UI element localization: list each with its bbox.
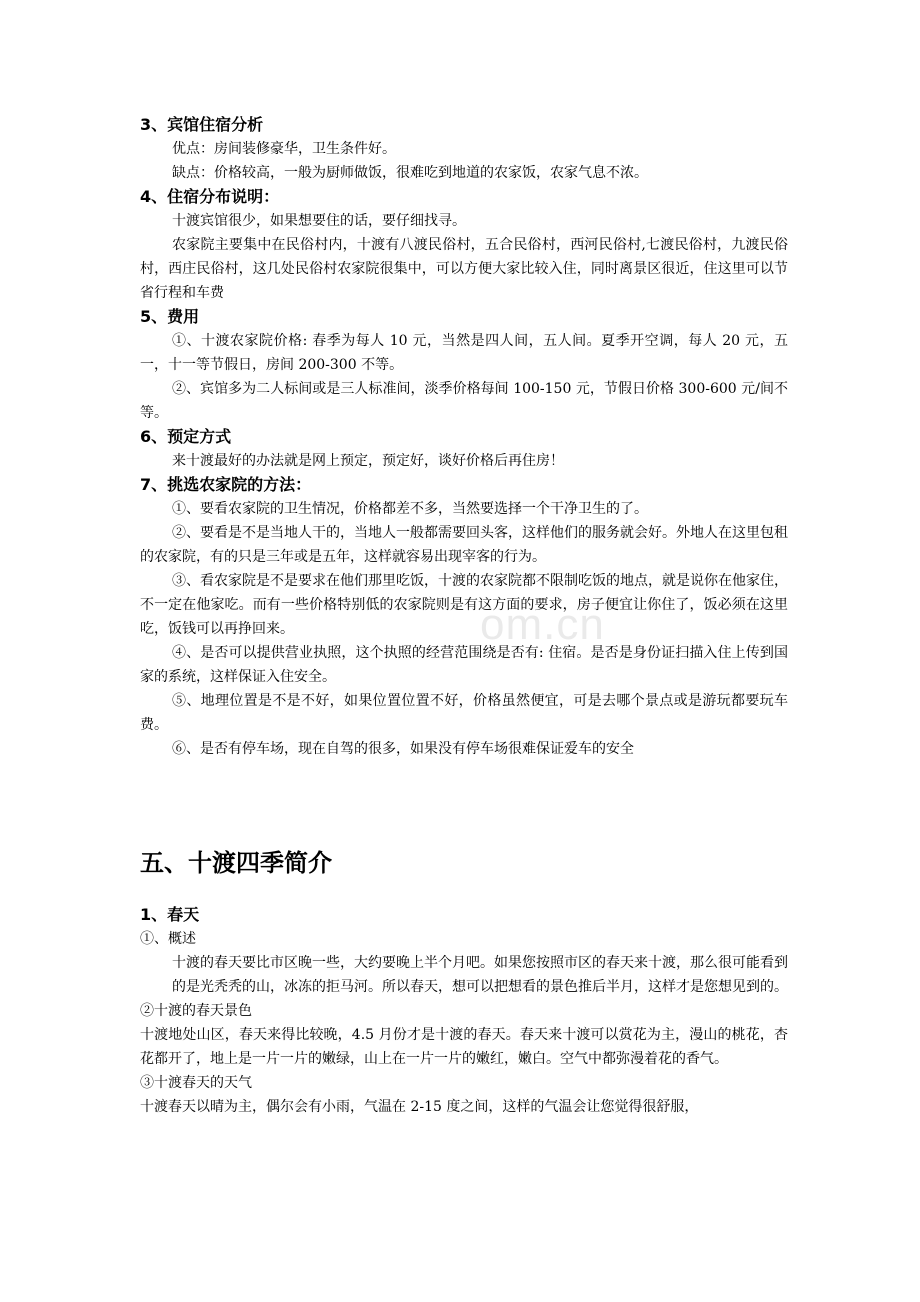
section-heading: 7、挑选农家院的方法：: [140, 475, 312, 494]
paragraph: ②、要看是不是当地人干的，当地人一般都需要回头客，这样他们的服务就会好。外地人在这里包租的农家院，有的只是三年或是五年，这样就容易出现宰客的行为。: [140, 525, 788, 565]
watermark: om.cn: [480, 600, 605, 649]
spacer: [140, 761, 788, 845]
subheading: ②十渡的春天景色: [140, 1003, 252, 1019]
paragraph: ⑥、是否有停车场，现在自驾的很多，如果没有停车场很难保证爱车的安全: [172, 741, 634, 757]
paragraph: 农家院主要集中在民俗村内，十渡有八渡民俗村，五合民俗村，西河民俗村,七渡民俗村，九渡民俗村，西庄民俗村，这几处民俗村农家院很集中，可以方便大家比较入住，同时离景区很近，住这里可以节省行程和车费: [140, 237, 788, 301]
section-heading: 6、预定方式: [140, 427, 232, 446]
chapter-heading: 五、十渡四季简介: [140, 849, 332, 877]
spacer: [140, 881, 788, 903]
section-heading: 4、住宿分布说明：: [140, 187, 280, 206]
subheading: ①、概述: [140, 931, 196, 947]
paragraph: 十渡春天以晴为主，偶尔会有小雨，气温在 2-15 度之间，这样的气温会让您觉得很舒服，: [140, 1099, 699, 1115]
paragraph: ②、宾馆多为二人标间或是三人标准间，淡季价格每间 100-150 元，节假日价格 300-600 元/间不等。: [140, 381, 788, 421]
paragraph: 缺点：价格较高，一般为厨师做饭，很难吃到地道的农家饭，农家气息不浓。: [172, 165, 648, 181]
paragraph: ③、看农家院是不是要求在他们那里吃饭，十渡的农家院都不限制吃饭的地点，就是说你在他家住，不一定在他家吃。而有一些价格特别低的农家院则是有这方面的要求，房子便宜让你住了，饭必须在这里吃，饭钱可以再挣回来。: [140, 573, 788, 637]
section-heading: 1、春天: [140, 905, 200, 924]
section-heading: 5、费用: [140, 307, 200, 326]
paragraph: ④、是否可以提供营业执照，这个执照的经营范围绕是否有: 住宿。是否是身份证扫描入住上传到国家的系统，这样保证入住安全。: [140, 645, 788, 685]
paragraph: 十渡的春天要比市区晚一些，大约要晚上半个月吧。如果您按照市区的春天来十渡，那么很可能看到的是光秃秃的山，冰冻的拒马河。所以春天，想可以把想看的景色推后半月，这样才是您想见到的。: [172, 955, 788, 995]
paragraph: ①、要看农家院的卫生情况，价格都差不多，当然要选择一个干净卫生的了。: [172, 501, 648, 517]
paragraph: ⑤、地理位置是不是不好，如果位置位置不好，价格虽然便宜，可是去哪个景点或是游玩都要玩车费。: [140, 693, 788, 733]
paragraph: 来十渡最好的办法就是网上预定，预定好，谈好价格后再住房！: [172, 453, 564, 469]
paragraph: 十渡地处山区，春天来得比较晚，4.5 月份才是十渡的春天。春天来十渡可以赏花为主，漫山的桃花，杏花都开了，地上是一片一片的嫩绿，山上在一片一片的嫩红，嫩白。空气中都弥漫着花的香气。: [140, 1027, 788, 1067]
paragraph: ①、十渡农家院价格: 春季为每人 10 元，当然是四人间，五人间。夏季开空调，每人 20 元，五一，十一等节假日，房间 200-300 不等。: [140, 333, 788, 373]
document-body: [140, 113, 788, 1119]
paragraph: 十渡宾馆很少，如果想要住的话，要仔细找寻。: [172, 213, 466, 229]
subheading: ③十渡春天的天气: [140, 1075, 252, 1091]
section-heading: 3、宾馆住宿分析: [140, 115, 264, 134]
paragraph: 优点：房间装修豪华，卫生条件好。: [172, 141, 396, 157]
